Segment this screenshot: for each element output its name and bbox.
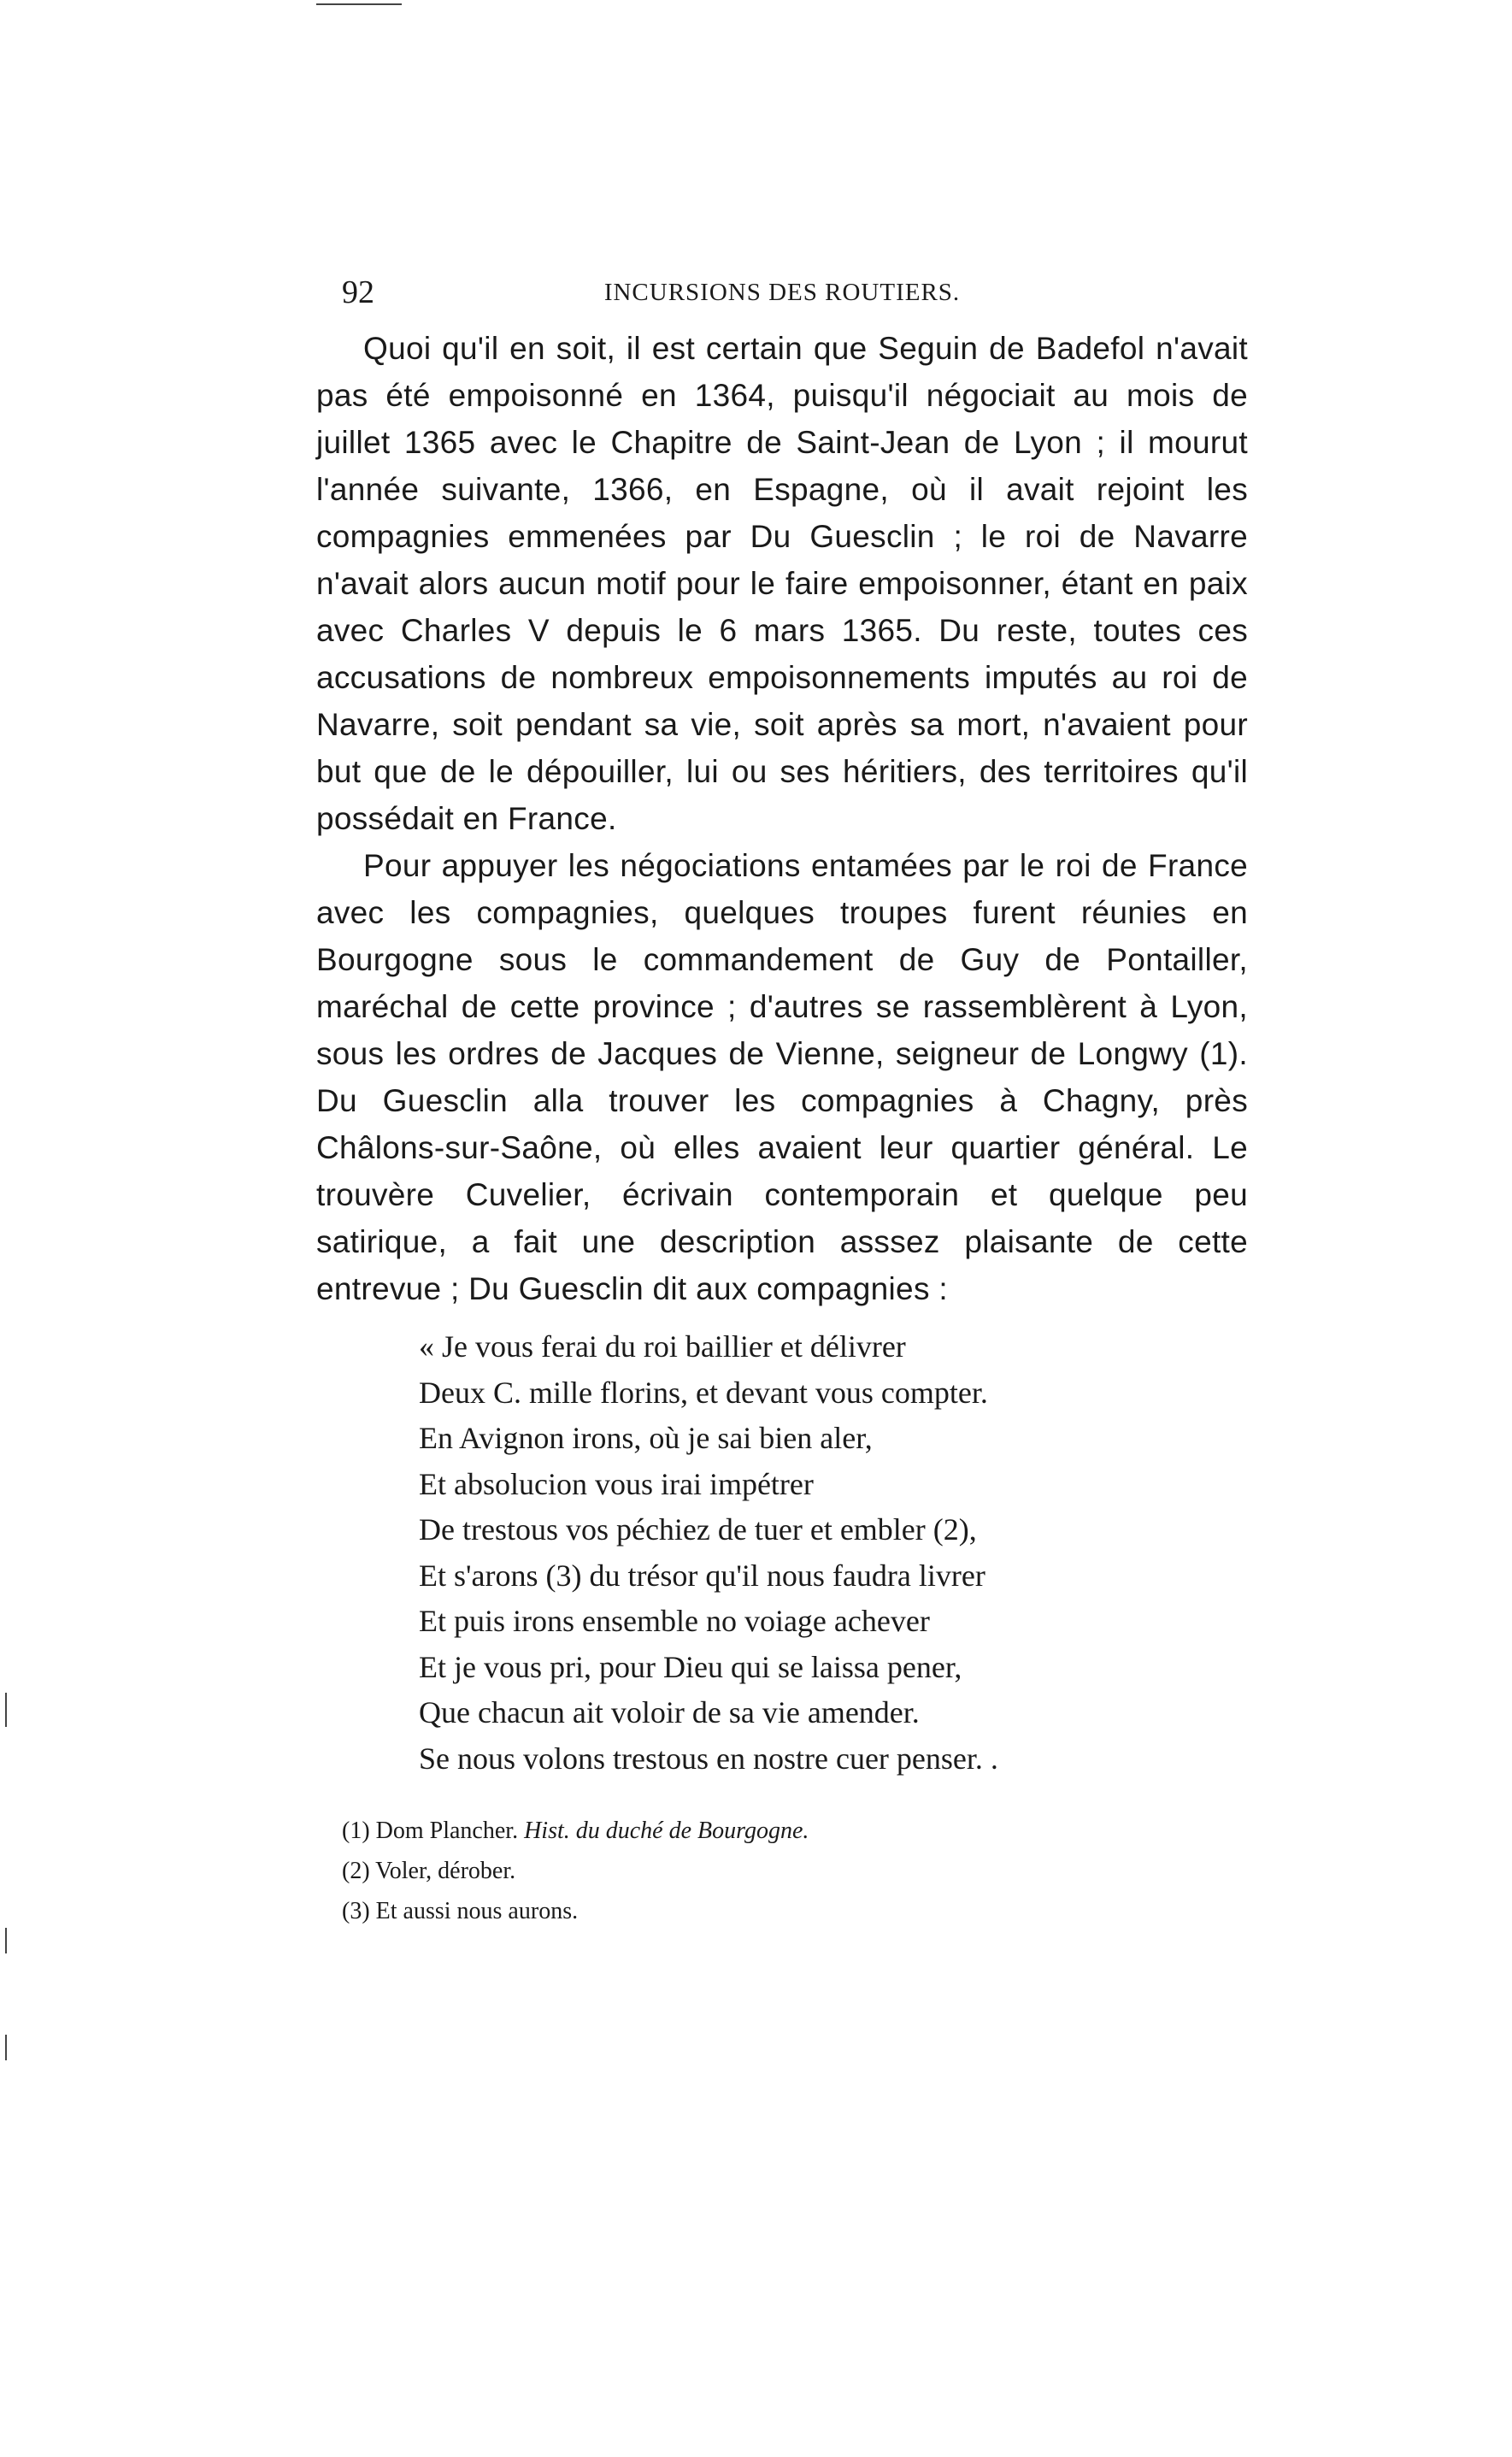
verse-quotation [419, 1324, 1248, 1782]
scan-artifact-left-3 [5, 2035, 7, 2060]
footnote-text: Dom Plancher. [375, 1818, 519, 1844]
verse-line: Et puis irons ensemble no voiage achever [419, 1604, 930, 1638]
body-text [316, 325, 1248, 1312]
footnote-1 [342, 1811, 1248, 1851]
running-title: INCURSIONS DES ROUTIERS. [603, 279, 961, 306]
paragraph-1: Quoi qu'il en soit, il est certain que Seguin de Badefol n'avait pas été empoisonné en 1364, puisqu'il négociait au mois de juillet 1365 avec le Chapitre de Saint-Jean de Lyon ; il mourut l'année suivante, 1366, en Espagne, où il avait rejoint les compagnies emmenées par Du Guesclin ; le roi de Navarre n'avait alors aucun motif pour le faire empoisonner, étant en paix avec Charles V depuis le 6 mars 1365. Du reste, toutes ces accusations de nombreux empoisonnements imputés au roi de Navarre, soit pendant sa vie, soit après sa mort, n'avaient pour but que de le dépouiller, lui ou ses héritiers, des territoires qu'il possédait en France. [316, 331, 1248, 836]
running-head [316, 274, 1248, 325]
scan-artifact-top [316, 3, 402, 5]
verse-line: De trestous vos péchiez de tuer et embler (2), [419, 1512, 977, 1547]
verse-line: « Je vous ferai du roi baillier et délivrer [419, 1329, 906, 1364]
footnote-marker: (2) [342, 1858, 370, 1884]
verse-line: Et s'arons (3) du trésor qu'il nous faudra livrer [419, 1558, 985, 1593]
footnote-marker: (1) [342, 1818, 370, 1844]
footnote-3 [342, 1891, 1248, 1931]
footnote-2 [342, 1851, 1248, 1891]
footnote-text: Et aussi nous aurons. [375, 1898, 579, 1924]
footnote-text: Voler, dérober. [375, 1858, 516, 1884]
footnote-marker: (3) [342, 1898, 370, 1924]
scan-artifact-left-1 [5, 1693, 7, 1727]
scan-artifact-left-2 [5, 1928, 7, 1953]
verse-line: Deux C. mille florins, et devant vous compter. [419, 1375, 988, 1410]
footnote-title: Hist. du duché de Bourgogne. [524, 1818, 809, 1844]
footnotes [342, 1811, 1248, 1931]
verse-line: Et absolucion vous irai impétrer [419, 1466, 814, 1501]
verse-line: Se nous volons trestous en nostre cuer penser. . [419, 1741, 998, 1776]
page-number: 92 [342, 274, 374, 310]
paragraph-2: Pour appuyer les négociations entamées par le roi de France avec les compagnies, quelques troupes furent réunies en Bourgogne sous le commandement de Guy de Pontailler, maréchal de cette province ; d'autres se rassemblèrent à Lyon, sous les ordres de Jacques de Vienne, seigneur de Longwy (1). Du Guesclin alla trouver les compagnies à Chagny, près Châlons-sur-Saône, où elles avaient leur quartier général. Le trouvère Cuvelier, écrivain contemporain et quelque peu satirique, a fait une description asssez plaisante de cette entrevue ; Du Guesclin dit aux compagnies : [316, 848, 1248, 1306]
verse-line: Et je vous pri, pour Dieu qui se laissa pener, [419, 1649, 962, 1684]
verse-line: En Avignon irons, où je sai bien aler, [419, 1421, 873, 1455]
verse-line: Que chacun ait voloir de sa vie amender. [419, 1695, 920, 1729]
book-page [316, 274, 1248, 1931]
